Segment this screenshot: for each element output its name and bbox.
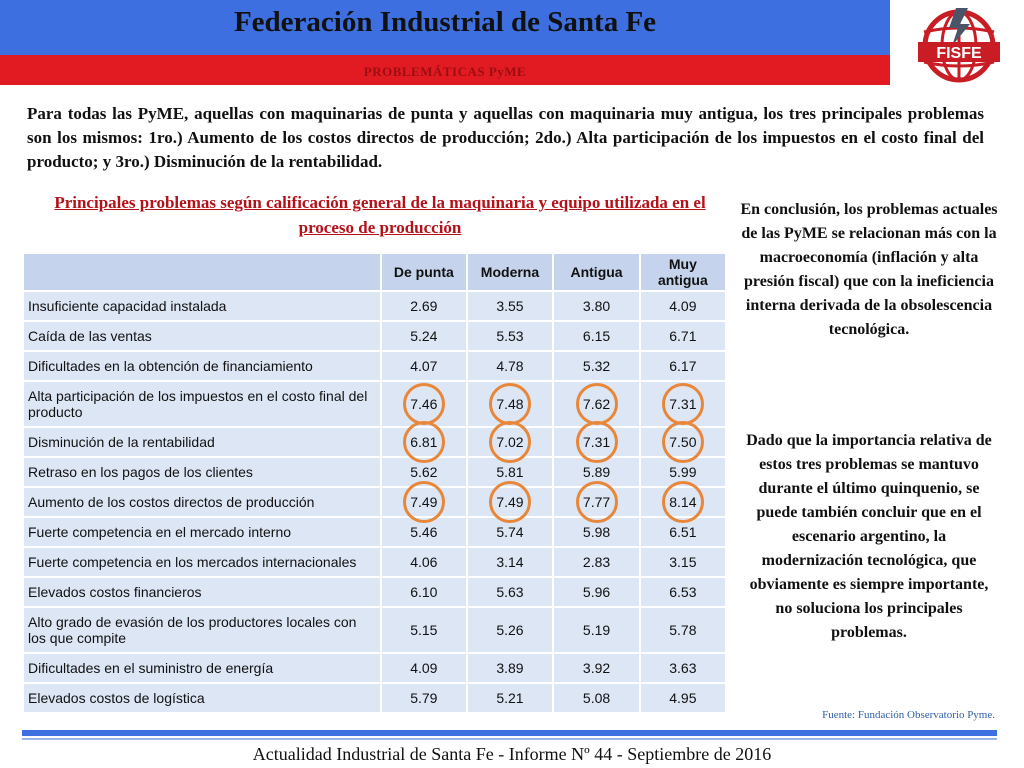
table-cell: 5.46 [381, 517, 467, 547]
table-cell: 7.49 [381, 487, 467, 517]
row-label: Aumento de los costos directos de producción [23, 487, 381, 517]
row-label: Disminución de la rentabilidad [23, 427, 381, 457]
column-header: De punta [381, 253, 467, 291]
section-subtitle: PROBLEMÁTICAS PyME [363, 64, 527, 79]
table-cell: 4.78 [467, 351, 554, 381]
row-label: Fuerte competencia en los mercados internacionales [23, 547, 381, 577]
row-label: Retraso en los pagos de los clientes [23, 457, 381, 487]
highlight-circle [662, 481, 704, 523]
table-row [23, 321, 726, 351]
highlight-circle [403, 421, 445, 463]
highlight-circle [489, 383, 531, 425]
table-cell: 3.89 [467, 653, 554, 683]
footer-bar [22, 730, 997, 736]
table-cell: 5.96 [553, 577, 639, 607]
table-cell: 5.81 [467, 457, 554, 487]
logo-text: FISFE [936, 45, 982, 62]
row-label: Insuficiente capacidad instalada [23, 291, 381, 321]
table-cell: 6.17 [640, 351, 726, 381]
table-cell: 7.46 [381, 381, 467, 427]
table-cell: 7.77 [553, 487, 639, 517]
table-cell: 7.49 [467, 487, 554, 517]
table-cell: 7.48 [467, 381, 554, 427]
footer-line [22, 738, 997, 740]
row-label: Fuerte competencia en el mercado interno [23, 517, 381, 547]
highlight-circle [489, 421, 531, 463]
fisfe-logo [904, 6, 1014, 84]
table-cell: 5.99 [640, 457, 726, 487]
table-cell: 7.31 [640, 381, 726, 427]
highlight-circle [576, 383, 618, 425]
table-cell: 5.62 [381, 457, 467, 487]
highlight-circle [576, 481, 618, 523]
source-note: Fuente: Fundación Observatorio Pyme. [822, 709, 995, 721]
footer-text: Actualidad Industrial de Santa Fe - Informe Nº 44 - Septiembre de 2016 [252, 744, 772, 764]
table-cell: 6.10 [381, 577, 467, 607]
table-cell: 4.07 [381, 351, 467, 381]
highlight-circle [662, 383, 704, 425]
table-cell: 4.09 [381, 653, 467, 683]
table-cell: 3.92 [553, 653, 639, 683]
table-cell: 5.98 [553, 517, 639, 547]
table-cell: 5.24 [381, 321, 467, 351]
table-row [23, 291, 726, 321]
table-row [23, 351, 726, 381]
table-row [23, 517, 726, 547]
table-cell: 5.21 [467, 683, 554, 713]
table-cell: 3.14 [467, 547, 554, 577]
row-label: Caída de las ventas [23, 321, 381, 351]
table-cell: 5.79 [381, 683, 467, 713]
table-cell: 5.74 [467, 517, 554, 547]
table-cell: 5.53 [467, 321, 554, 351]
row-label: Elevados costos financieros [23, 577, 381, 607]
row-label: Alta participación de los impuestos en el costo final del producto [23, 381, 381, 427]
row-label: Elevados costos de logística [23, 683, 381, 713]
row-label: Alto grado de evasión de los productores locales con los que compite [23, 607, 381, 653]
table-title: Principales problemas según calificación general de la maquinaria y equipo utilizada en el proceso de producción [54, 193, 706, 237]
table-cell: 5.63 [467, 577, 554, 607]
row-label: Dificultades en el suministro de energía [23, 653, 381, 683]
table-cell: 6.51 [640, 517, 726, 547]
problems-table [22, 252, 727, 714]
table-cell: 7.62 [553, 381, 639, 427]
table-cell: 2.83 [553, 547, 639, 577]
table-cell: 5.89 [553, 457, 639, 487]
table-cell: 7.02 [467, 427, 554, 457]
table-cell: 4.95 [640, 683, 726, 713]
table-cell: 5.78 [640, 607, 726, 653]
highlight-circle [489, 481, 531, 523]
table-cell: 4.09 [640, 291, 726, 321]
column-header: Antigua [553, 253, 639, 291]
table-row [23, 487, 726, 517]
table-row [23, 381, 726, 427]
page-title: Federación Industrial de Santa Fe [233, 6, 657, 38]
table-cell: 3.63 [640, 653, 726, 683]
table-row [23, 577, 726, 607]
highlight-circle [403, 481, 445, 523]
intro-paragraph: Para todas las PyME, aquellas con maquinarias de punta y aquellas con maquinaria muy antigua, los tres principales problemas son los mismos: 1ro.) Aumento de los costos directos de producción; 2do.) Alta participación de los impuestos en el costo final del producto; y 3ro.) Disminución de la rentabilidad. [27, 104, 984, 171]
conclusion-text: En conclusión, los problemas actuales de las PyME se relacionan más con la macroeconomía (inflación y alta presión fiscal) que con la ineficiencia interna derivada de la obsolescencia tecnológica. [740, 201, 998, 338]
highlight-circle [662, 421, 704, 463]
table-cell: 5.08 [553, 683, 639, 713]
table-cell: 6.71 [640, 321, 726, 351]
table-cell: 3.55 [467, 291, 554, 321]
row-label: Dificultades en la obtención de financiamiento [23, 351, 381, 381]
table-cell: 4.06 [381, 547, 467, 577]
table-cell: 2.69 [381, 291, 467, 321]
table-cell: 3.15 [640, 547, 726, 577]
column-header [23, 253, 381, 291]
table-cell: 6.53 [640, 577, 726, 607]
column-header: Muy antigua [640, 253, 726, 291]
table-cell: 5.19 [553, 607, 639, 653]
table-header-row [23, 253, 726, 291]
table-row [23, 547, 726, 577]
table-cell: 8.14 [640, 487, 726, 517]
table-cell: 7.31 [553, 427, 639, 457]
table-row [23, 683, 726, 713]
table-cell: 5.15 [381, 607, 467, 653]
column-header: Moderna [467, 253, 554, 291]
table-cell: 5.26 [467, 607, 554, 653]
table-cell: 3.80 [553, 291, 639, 321]
table-cell: 6.81 [381, 427, 467, 457]
table-cell: 6.15 [553, 321, 639, 351]
table-row [23, 653, 726, 683]
highlight-circle [403, 383, 445, 425]
table-row [23, 427, 726, 457]
table-row [23, 607, 726, 653]
conclusion-text-2: Dado que la importancia relativa de estos tres problemas se mantuvo durante el último quinquenio, se puede también concluir que en el escenario argentino, la modernización tecnológica, que obviamente es siempre importante, no soluciona los principales problemas. [746, 432, 992, 641]
table-row [23, 457, 726, 487]
highlight-circle [576, 421, 618, 463]
table-cell: 7.50 [640, 427, 726, 457]
table-cell: 5.32 [553, 351, 639, 381]
